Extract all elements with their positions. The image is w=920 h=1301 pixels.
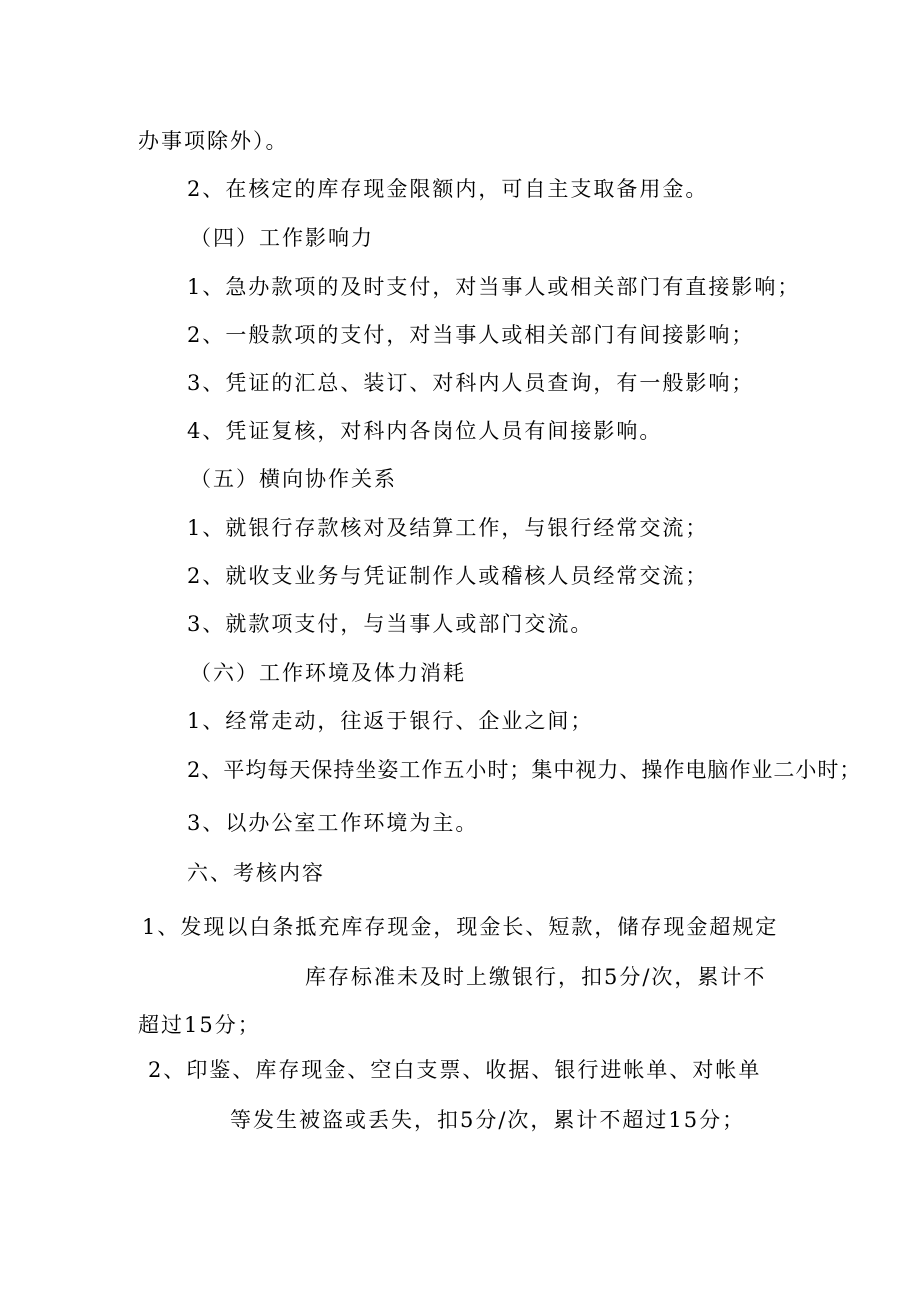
text-line: 等发生被盗或丢失，扣5分/次，累计不超过15分； xyxy=(230,1108,746,1132)
section-heading: （四）工作影响力 xyxy=(190,226,374,250)
section-heading: （六）工作环境及体力消耗 xyxy=(190,661,466,685)
section-heading: 六、考核内容 xyxy=(187,861,325,885)
text-line: 库存标准未及时上缴银行，扣5分/次，累计不 xyxy=(305,965,767,989)
text-line: 2、平均每天保持坐姿工作五小时；集中视力、操作电脑作业二小时； xyxy=(187,758,862,782)
text-line: 3、就款项支付，与当事人或部门交流。 xyxy=(187,612,594,636)
section-heading: （五）横向协作关系 xyxy=(190,467,397,491)
text-line: 2、一般款项的支付，对当事人或相关部门有间接影响； xyxy=(187,323,755,347)
text-line: 2、在核定的库存现金限额内，可自主支取备用金。 xyxy=(187,177,709,201)
text-line: 3、以办公室工作环境为主。 xyxy=(187,811,479,835)
text-line: 2、印鉴、库存现金、空白支票、收据、银行进帐单、对帐单 xyxy=(148,1058,762,1082)
text-line: 1、就银行存款核对及结算工作，与银行经常交流； xyxy=(187,516,709,540)
text-line: 1、急办款项的及时支付，对当事人或相关部门有直接影响； xyxy=(187,275,801,299)
text-line: 办事项除外）。 xyxy=(138,129,289,153)
text-line: 1、发现以白条抵充库存现金，现金长、短款，储存现金超规定 xyxy=(142,915,779,939)
text-line: 4、凭证复核，对科内各岗位人员有间接影响。 xyxy=(187,419,663,443)
text-line: 2、就收支业务与凭证制作人或稽核人员经常交流； xyxy=(187,564,709,588)
text-line: 1、经常走动，往返于银行、企业之间； xyxy=(187,709,594,733)
text-line: 3、凭证的汇总、装订、对科内人员查询，有一般影响； xyxy=(187,371,755,395)
text-line: 超过15分； xyxy=(138,1013,261,1037)
